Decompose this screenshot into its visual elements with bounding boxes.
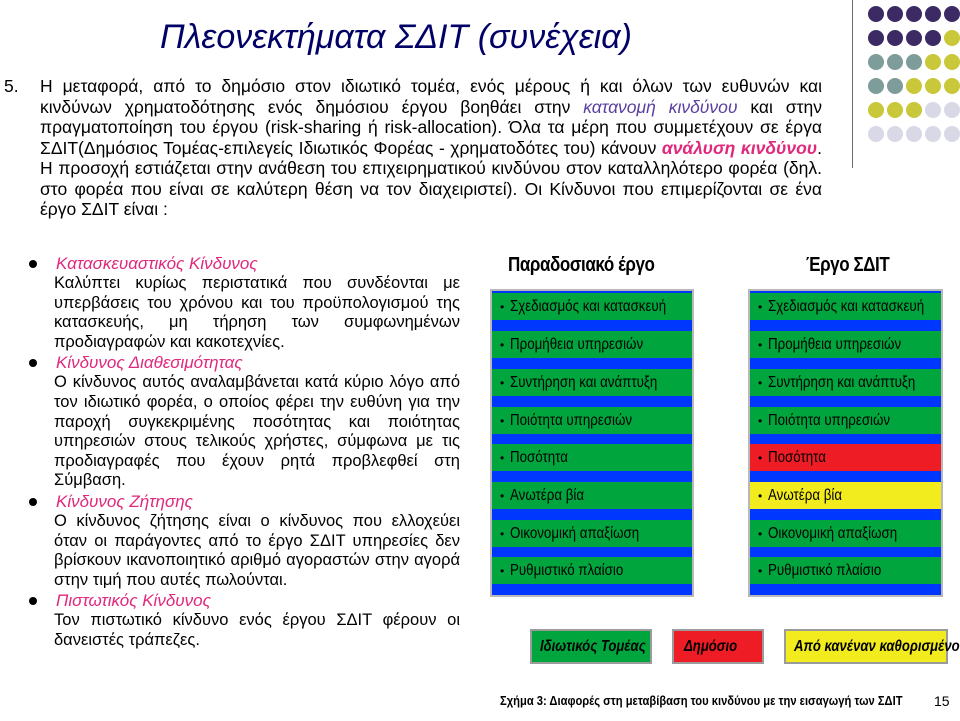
traditional-project-panel bbox=[490, 289, 694, 597]
bullet-icon: • bbox=[500, 450, 505, 465]
risk-allocation-item bbox=[492, 369, 692, 396]
risk-heading: Κίνδυνος Ζήτησης bbox=[56, 491, 193, 511]
decorative-dot bbox=[944, 54, 960, 70]
decorative-dot bbox=[925, 6, 941, 22]
bullet-icon: • bbox=[758, 563, 763, 578]
decorative-dot bbox=[887, 6, 903, 22]
bullet-icon bbox=[29, 597, 37, 605]
risk-allocation-label: Οικονομική απαξίωση bbox=[768, 524, 898, 542]
decorative-dot bbox=[925, 54, 941, 70]
decorative-dot bbox=[944, 102, 960, 118]
risk-allocation-item bbox=[492, 293, 692, 320]
caption-text: Σχήμα 3: Διαφορές στη μεταβίβαση του κινδύνου με την εισαγωγή των ΣΔΙΤ bbox=[500, 693, 903, 708]
decorative-divider bbox=[852, 0, 853, 168]
decorative-dot bbox=[925, 78, 941, 94]
risk-allocation-label: Ποσότητα bbox=[768, 448, 827, 466]
decorative-dot bbox=[906, 54, 922, 70]
risk-heading: Κίνδυνος Διαθεσιμότητας bbox=[56, 353, 243, 373]
risk-allocation-item bbox=[492, 331, 692, 358]
bullet-icon bbox=[29, 359, 37, 367]
risk-allocation-label: Ποιότητα υπηρεσιών bbox=[510, 411, 633, 429]
traditional-project-heading: Παραδοσιακό έργο bbox=[508, 254, 655, 276]
decorative-dot bbox=[868, 78, 884, 94]
risk-allocation-label: Σχεδιασμός και κατασκευή bbox=[768, 297, 925, 315]
bullet-icon: • bbox=[500, 563, 505, 578]
risk-allocation-label: Ρυθμιστικό πλαίσιο bbox=[768, 561, 882, 579]
decorative-dot bbox=[906, 6, 922, 22]
legend-private-sector bbox=[530, 629, 652, 664]
risk-allocation-item bbox=[492, 407, 692, 434]
risk-allocation-item bbox=[750, 444, 941, 471]
risk-allocation-item bbox=[750, 369, 941, 396]
risk-allocation-label: Προμήθεια υπηρεσιών bbox=[768, 335, 902, 353]
bullet-icon: • bbox=[758, 413, 763, 428]
decorative-dot bbox=[906, 30, 922, 46]
risk-allocation-label: Συντήρηση και ανάπτυξη bbox=[510, 373, 658, 391]
risk-allocation-item bbox=[750, 407, 941, 434]
decorative-dot bbox=[925, 30, 941, 46]
bullet-icon: • bbox=[500, 526, 505, 541]
slide-title: Πλεονεκτήματα ΣΔΙΤ (συνέχεια) bbox=[160, 18, 632, 56]
decorative-dot bbox=[925, 102, 941, 118]
intro-text-1: Η μεταφορά, από το δημόσιο στον ιδιωτικό τομέα, ενός μέρους ή και όλων των ευθυνών και κινδύνων χρηματοδότησης ενός δημόσιου έργου βοηθάει στην bbox=[40, 76, 822, 117]
legend-public-sector bbox=[672, 629, 764, 664]
risk-allocation-label: Ανωτέρα βία bbox=[768, 486, 843, 504]
bullet-icon: • bbox=[758, 299, 763, 314]
decorative-dot bbox=[868, 30, 884, 46]
legend-label: Ιδιωτικός Τομέας bbox=[540, 637, 646, 655]
risk-allocation-label: Ποσότητα bbox=[510, 448, 569, 466]
decorative-dot bbox=[868, 126, 884, 142]
risk-description: Ο κίνδυνος ζήτησης είναι ο κίνδυνος που ελλοχεύει όταν οι παράγοντες από το έργο ΣΔΙΤ υπηρεσίες δεν βρίσκουν ικανοποιητικό αριθμό αγοραστών στην αγορά στην τιμή που αυτές πωλούνται. bbox=[54, 511, 460, 589]
bullet-icon: • bbox=[758, 526, 763, 541]
list-item bbox=[30, 352, 460, 491]
bullet-icon: • bbox=[500, 488, 505, 503]
risk-allocation-label: Σχεδιασμός και κατασκευή bbox=[510, 297, 667, 315]
ppp-project-panel bbox=[748, 289, 943, 597]
intro-text-3: . Η προσοχή εστιάζεται στην ανάθεση του επιχειρηματικού κινδύνου στον καταλληλότερο φορέα (δηλ. στο φορέα που είναι σε καλύτερη θέση να τον διαχειριστεί). Οι Κίνδυνοι που επιμερίζονται σε ένα έργο ΣΔΙΤ είναι : bbox=[40, 137, 822, 219]
risk-allocation-item bbox=[750, 482, 941, 509]
risk-allocation-label: Συντήρηση και ανάπτυξη bbox=[768, 373, 916, 391]
decorative-dot bbox=[887, 30, 903, 46]
decorative-dot bbox=[906, 102, 922, 118]
legend-undefined bbox=[784, 629, 960, 664]
risk-description: Ο κίνδυνος αυτός αναλαμβάνεται κατά κύριο λόγο από τον ιδιωτικό φορέα, ο οποίος φέρει την ευθύνη για την παροχή συγκεκριμένης ποσότητας και ποιότητας υπηρεσιών στους τελικούς χρήστες, σύμφωνα με τις προδιαγραφές που έχουν ρητά προβλεφθεί στη Σύμβαση. bbox=[54, 373, 460, 490]
risk-list bbox=[30, 253, 460, 651]
figure-caption bbox=[500, 693, 960, 708]
legend-label: Από κανέναν καθορισμένο bbox=[794, 637, 960, 655]
risk-allocation-label: Ρυθμιστικό πλαίσιο bbox=[510, 561, 624, 579]
risk-allocation-item bbox=[492, 444, 692, 471]
risk-allocation-item bbox=[750, 557, 941, 584]
decorative-dot bbox=[944, 30, 960, 46]
risk-allocation-label: Οικονομική απαξίωση bbox=[510, 524, 640, 542]
decorative-dot bbox=[887, 78, 903, 94]
risk-allocation-item bbox=[492, 482, 692, 509]
risk-heading: Κατασκευαστικός Κίνδυνος bbox=[56, 254, 258, 273]
risk-allocation-label: Προμήθεια υπηρεσιών bbox=[510, 335, 644, 353]
bullet-icon: • bbox=[500, 337, 505, 352]
risk-description: Τον πιστωτικό κίνδυνο ενός έργου ΣΔΙΤ φέρουν οι δανειστές τράπεζες. bbox=[54, 611, 460, 649]
decorative-dot bbox=[925, 126, 941, 142]
list-item bbox=[30, 491, 460, 590]
decorative-dot bbox=[887, 54, 903, 70]
risk-allocation-item bbox=[750, 331, 941, 358]
risk-allocation-item bbox=[750, 293, 941, 320]
intro-emphasis-risk-allocation: κατανομή κινδύνου bbox=[583, 96, 738, 117]
decorative-dot bbox=[887, 126, 903, 142]
bullet-icon: • bbox=[758, 375, 763, 390]
decorative-dot bbox=[906, 78, 922, 94]
bullet-icon: • bbox=[758, 337, 763, 352]
decorative-dot-grid bbox=[868, 6, 960, 152]
bullet-icon: • bbox=[500, 299, 505, 314]
risk-description: Καλύπτει κυρίως περιστατικά που συνδέονται με υπερβάσεις του χρόνου και του προϋπολογισμού της κατασκευής, μη τήρηση των συμφωνημένων προδιαγραφών και κακοτεχνίες. bbox=[54, 274, 460, 351]
list-item bbox=[30, 253, 460, 352]
risk-allocation-item bbox=[750, 520, 941, 547]
ppp-project-heading: Έργο ΣΔΙΤ bbox=[806, 254, 890, 276]
decorative-dot bbox=[868, 102, 884, 118]
bullet-icon: • bbox=[500, 375, 505, 390]
intro-emphasis-risk-analysis: ανάλυση κινδύνου bbox=[661, 137, 818, 158]
risk-allocation-item bbox=[492, 557, 692, 584]
page-number: 15 bbox=[934, 693, 950, 709]
risk-allocation-label: Ανωτέρα βία bbox=[510, 486, 585, 504]
bullet-icon: • bbox=[500, 413, 505, 428]
decorative-dot bbox=[868, 6, 884, 22]
item-number: 5. bbox=[4, 76, 19, 96]
intro-paragraph bbox=[4, 76, 822, 220]
decorative-dot bbox=[887, 102, 903, 118]
bullet-icon: • bbox=[758, 450, 763, 465]
decorative-dot bbox=[868, 54, 884, 70]
decorative-dot bbox=[944, 6, 960, 22]
bullet-icon bbox=[29, 260, 37, 268]
risk-allocation-label: Ποιότητα υπηρεσιών bbox=[768, 411, 891, 429]
decorative-dot bbox=[944, 78, 960, 94]
risk-heading: Πιστωτικός Κίνδυνος bbox=[56, 591, 211, 611]
bullet-icon: • bbox=[758, 488, 763, 503]
intro-text-2: και στην πραγματοποίηση του έργου (risk-sharing ή risk-allocation). Όλα τα μέρη που συμμετέχουν σε έργα ΣΔΙΤ(Δημόσιος Τομέας-επιλεγείς Ιδιωτικός Φορέας - χρηματοδότες του) κάνουν bbox=[40, 96, 822, 158]
legend-label: Δημόσιο bbox=[684, 637, 738, 655]
decorative-dot bbox=[906, 126, 922, 142]
list-item bbox=[30, 590, 460, 650]
bullet-icon bbox=[29, 498, 37, 506]
decorative-dot bbox=[944, 126, 960, 142]
risk-allocation-item bbox=[492, 520, 692, 547]
